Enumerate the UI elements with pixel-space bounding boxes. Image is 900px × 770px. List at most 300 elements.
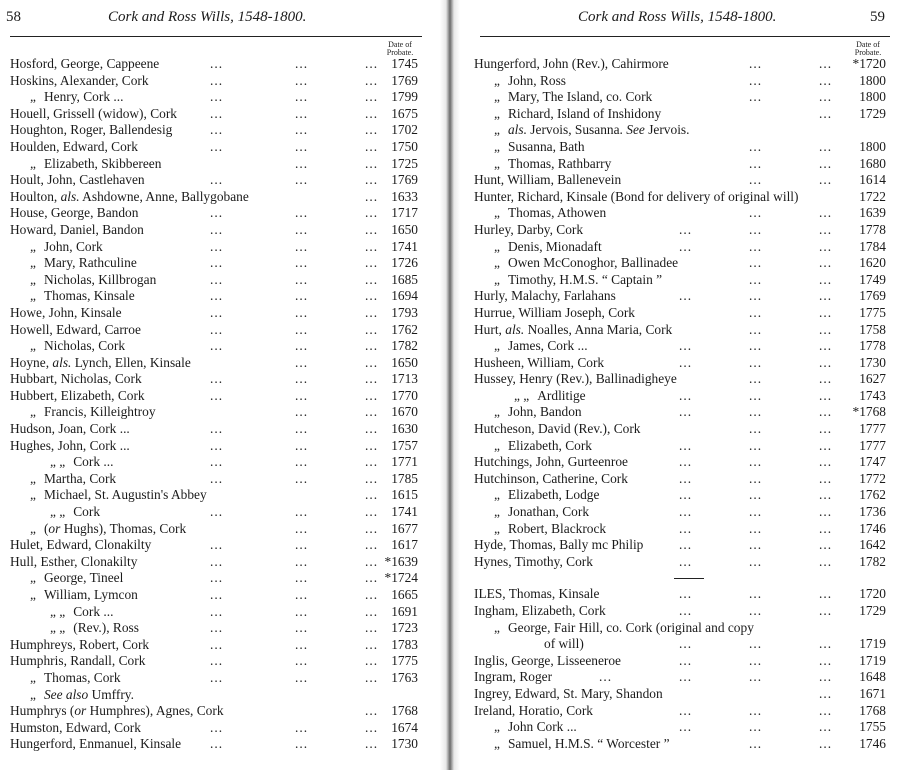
entry-name: Humphrys (or Humphres), Agnes, Cork — [10, 703, 224, 719]
leader-dots: ... — [210, 570, 224, 586]
index-entry — [10, 322, 418, 339]
probate-year: 1620 — [859, 255, 886, 271]
leader-dots: ... — [295, 570, 309, 586]
index-entry — [10, 338, 418, 355]
entry-name: Hoskins, Alexander, Cork — [10, 72, 149, 88]
header-rule-right — [480, 36, 890, 37]
leader-dots: ... — [819, 685, 833, 701]
index-entry — [10, 653, 418, 670]
entry-name: „ Michael, St. Augustin's Abbey — [30, 487, 207, 503]
probate-year: 1702 — [391, 122, 418, 138]
index-entry — [10, 736, 418, 753]
leader-dots: ... — [749, 537, 763, 553]
leader-dots: ... — [365, 404, 379, 420]
column-head-line: Probate. — [386, 48, 414, 57]
entry-name: „ „ Cork ... — [50, 603, 114, 619]
probate-year: 1670 — [391, 404, 418, 420]
probate-year: 1726 — [391, 255, 418, 271]
probate-year: 1615 — [391, 487, 418, 503]
entry-name: Houlton, als. Ashdowne, Anne, Ballygobane — [10, 188, 249, 204]
leader-dots: ... — [819, 155, 833, 171]
probate-year: 1782 — [859, 553, 886, 569]
index-entry — [474, 205, 886, 222]
leader-dots: ... — [295, 669, 309, 685]
leader-dots: ... — [749, 56, 763, 71]
entry-name: „ Thomas, Cork — [30, 669, 121, 685]
leader-dots: ... — [210, 454, 224, 470]
ditto-mark: „ „ — [514, 387, 530, 403]
entry-list-left — [10, 56, 418, 753]
leader-dots: ... — [819, 138, 833, 154]
probate-year: 1717 — [391, 205, 418, 221]
entry-name: Hyde, Thomas, Bally mc Philip — [474, 537, 644, 553]
index-entry — [474, 603, 886, 620]
ditto-mark: „ — [494, 404, 500, 420]
ditto-mark: „ — [494, 619, 500, 635]
leader-dots: ... — [295, 553, 309, 569]
leader-dots: ... — [295, 437, 309, 453]
ditto-mark: „ — [30, 404, 36, 420]
entry-name: „ John Cork ... — [494, 719, 577, 735]
ditto-mark: „ — [494, 155, 500, 171]
entry-name: Hunt, William, Ballenevein — [474, 172, 622, 188]
probate-year: 1768 — [859, 702, 886, 718]
leader-dots: ... — [295, 719, 309, 735]
index-entry — [474, 438, 886, 455]
leader-dots: ... — [295, 221, 309, 237]
leader-dots: ... — [295, 371, 309, 387]
probate-year: 1793 — [391, 304, 418, 320]
entry-name: Hulet, Edward, Clonakilty — [10, 537, 152, 553]
leader-dots: ... — [819, 735, 833, 751]
index-entry — [474, 521, 886, 538]
leader-dots: ... — [679, 288, 693, 304]
leader-dots: ... — [295, 304, 309, 320]
index-entry — [474, 686, 886, 703]
probate-year: 1633 — [391, 188, 418, 204]
index-entry — [474, 239, 886, 256]
entry-name: Howe, John, Kinsale — [10, 304, 122, 320]
index-entry — [474, 355, 886, 372]
leader-dots: ... — [365, 188, 379, 204]
entry-name: „ Thomas, Kinsale — [30, 288, 135, 304]
ditto-mark: „ — [494, 437, 500, 453]
leader-dots: ... — [365, 620, 379, 636]
index-entry — [10, 355, 418, 372]
index-entry — [10, 239, 418, 256]
leader-dots: ... — [749, 487, 763, 503]
ditto-mark: „ — [494, 735, 500, 751]
leader-dots: ... — [210, 321, 224, 337]
column-head-right — [846, 41, 890, 57]
entry-name: Hurrue, William Joseph, Cork — [474, 304, 635, 320]
index-entry — [474, 122, 886, 139]
probate-year: 1746 — [859, 735, 886, 751]
ditto-mark: „ — [494, 89, 500, 105]
entry-name: Hutcheson, David (Rev.), Cork — [474, 421, 641, 437]
leader-dots: ... — [749, 636, 763, 652]
leader-dots: ... — [749, 553, 763, 569]
entry-name: „ „ Cork — [50, 504, 101, 520]
probate-year: 1750 — [391, 138, 418, 154]
leader-dots: ... — [365, 703, 379, 719]
entry-name: „ Jonathan, Cork — [494, 504, 590, 520]
leader-dots: ... — [210, 719, 224, 735]
ditto-mark: „ — [494, 72, 500, 88]
column-head-line: Date of — [856, 40, 880, 49]
probate-year: 1769 — [391, 72, 418, 88]
probate-year: 1713 — [391, 371, 418, 387]
index-entry — [10, 172, 418, 189]
entry-name: Hudson, Joan, Cork ... — [10, 421, 130, 437]
leader-dots: ... — [365, 470, 379, 486]
index-entry — [10, 222, 418, 239]
entry-name: Hungerford, Enmanuel, Kinsale — [10, 736, 182, 752]
probate-year: 1747 — [859, 454, 886, 470]
leader-dots: ... — [365, 122, 379, 138]
leader-dots: ... — [365, 105, 379, 121]
probate-year: 1674 — [391, 719, 418, 735]
probate-year: 1743 — [859, 387, 886, 403]
leader-dots: ... — [749, 155, 763, 171]
leader-dots: ... — [819, 537, 833, 553]
ditto-mark: „ — [30, 487, 36, 503]
leader-dots: ... — [749, 172, 763, 188]
leader-dots: ... — [210, 421, 224, 437]
leader-dots: ... — [365, 719, 379, 735]
probate-year: 1736 — [859, 504, 886, 520]
leader-dots: ... — [679, 520, 693, 536]
probate-year: 1648 — [859, 669, 886, 685]
entry-name: „ Henry, Cork ... — [30, 89, 124, 105]
entry-name: Hubbert, Elizabeth, Cork — [10, 387, 145, 403]
probate-year: *1639 — [384, 553, 418, 569]
leader-dots: ... — [295, 271, 309, 287]
entry-name: „ George, Tineel — [30, 570, 124, 586]
leader-dots: ... — [749, 205, 763, 221]
leader-dots: ... — [295, 321, 309, 337]
ditto-mark: „ — [494, 520, 500, 536]
leader-dots: ... — [210, 537, 224, 553]
leader-dots: ... — [295, 454, 309, 470]
leader-dots: ... — [210, 603, 224, 619]
leader-dots: ... — [365, 437, 379, 453]
ditto-mark: „ „ — [50, 603, 66, 619]
leader-dots: ... — [365, 56, 379, 71]
leader-dots: ... — [365, 172, 379, 188]
leader-dots: ... — [749, 735, 763, 751]
leader-dots: ... — [365, 636, 379, 652]
leader-dots: ... — [679, 702, 693, 718]
leader-dots: ... — [210, 304, 224, 320]
entry-name: Hubbart, Nicholas, Cork — [10, 371, 142, 387]
probate-year: *1724 — [384, 570, 418, 586]
entry-name: „ Thomas, Athowen — [494, 205, 607, 221]
book-gutter — [440, 0, 460, 770]
leader-dots: ... — [210, 56, 224, 71]
leader-dots: ... — [819, 371, 833, 387]
leader-dots: ... — [749, 603, 763, 618]
probate-year: 1720 — [859, 586, 886, 602]
leader-dots: ... — [749, 421, 763, 437]
entry-name: Humston, Edward, Cork — [10, 719, 141, 735]
leader-dots: ... — [210, 653, 224, 669]
leader-dots: ... — [295, 404, 309, 420]
leader-dots: ... — [210, 122, 224, 138]
ditto-mark: „ — [494, 719, 500, 735]
entry-name: „ „ Cork ... — [50, 454, 114, 470]
leader-dots: ... — [365, 553, 379, 569]
right-page — [460, 0, 900, 770]
index-entry — [10, 604, 418, 621]
leader-dots: ... — [295, 72, 309, 88]
index-entry — [10, 421, 418, 438]
ditto-mark: „ — [494, 105, 500, 121]
entry-name: of will) — [544, 636, 584, 652]
page-number-right: 59 — [870, 9, 885, 25]
leader-dots: ... — [819, 669, 833, 685]
leader-dots: ... — [210, 470, 224, 486]
probate-year: 1723 — [391, 620, 418, 636]
leader-dots: ... — [819, 255, 833, 271]
ditto-mark: „ — [30, 587, 36, 602]
leader-dots: ... — [210, 89, 224, 105]
index-entry — [10, 156, 418, 173]
index-entry — [10, 637, 418, 654]
leader-dots: ... — [819, 702, 833, 718]
probate-year: 1725 — [391, 155, 418, 171]
leader-dots: ... — [819, 636, 833, 652]
entry-name: „ Owen McConoghor, Ballinadee — [494, 255, 679, 271]
leader-dots: ... — [599, 669, 613, 685]
leader-dots: ... — [749, 404, 763, 420]
leader-dots: ... — [749, 719, 763, 735]
entry-name: Hutchings, John, Gurteenroe — [474, 454, 628, 470]
index-entry — [10, 404, 418, 421]
leader-dots: ... — [295, 354, 309, 370]
leader-dots: ... — [679, 454, 693, 470]
leader-dots: ... — [365, 387, 379, 403]
ditto-mark: „ — [30, 288, 36, 304]
leader-dots: ... — [679, 669, 693, 685]
index-entry — [10, 371, 418, 388]
entry-name: „ John, Cork — [30, 238, 103, 254]
leader-dots: ... — [679, 603, 693, 618]
leader-dots: ... — [819, 454, 833, 470]
column-head-line: Probate. — [854, 48, 882, 57]
leader-dots: ... — [295, 255, 309, 271]
leader-dots: ... — [210, 636, 224, 652]
probate-year: 1775 — [391, 653, 418, 669]
leader-dots: ... — [295, 205, 309, 221]
running-title-right: Cork and Ross Wills, 1548-1800. — [578, 9, 777, 25]
probate-year: 1782 — [391, 338, 418, 354]
entry-name: Hunter, Richard, Kinsale (Bond for delivery of original will) — [474, 188, 799, 204]
entry-name: Hussey, Henry (Rev.), Ballinadigheye — [474, 371, 677, 387]
probate-year: 1784 — [859, 238, 886, 254]
leader-dots: ... — [749, 586, 763, 602]
entry-name: „ (or Hughs), Thomas, Cork — [30, 520, 187, 536]
leader-dots: ... — [749, 454, 763, 470]
leader-dots: ... — [210, 138, 224, 154]
entry-name: „ Nicholas, Cork — [30, 338, 126, 354]
leader-dots: ... — [210, 553, 224, 569]
leader-dots: ... — [819, 72, 833, 88]
entry-name: „ See also Umffry. — [30, 686, 134, 702]
leader-dots: ... — [295, 736, 309, 752]
leader-dots: ... — [819, 288, 833, 304]
leader-dots: ... — [749, 255, 763, 271]
entry-name: „ William, Lymcon — [30, 587, 138, 602]
probate-year: 1777 — [859, 437, 886, 453]
ditto-mark: „ — [30, 271, 36, 287]
leader-dots: ... — [749, 371, 763, 387]
leader-dots: ... — [749, 238, 763, 254]
entry-name: Hoyne, als. Lynch, Ellen, Kinsale — [10, 354, 191, 370]
leader-dots: ... — [295, 603, 309, 619]
leader-dots: ... — [365, 155, 379, 171]
ditto-mark: „ „ — [50, 620, 66, 636]
leader-dots: ... — [365, 653, 379, 669]
index-entry — [474, 73, 886, 90]
probate-year: 1778 — [859, 221, 886, 237]
entry-name: „ George, Fair Hill, co. Cork (original and copy — [494, 619, 754, 635]
ditto-mark: „ — [494, 487, 500, 503]
ditto-mark: „ — [494, 255, 500, 271]
leader-dots: ... — [295, 636, 309, 652]
probate-year: 1758 — [859, 321, 886, 337]
probate-year: 1749 — [859, 271, 886, 287]
probate-year: 1729 — [859, 105, 886, 121]
leader-dots: ... — [749, 72, 763, 88]
leader-dots: ... — [365, 238, 379, 254]
leader-dots: ... — [210, 371, 224, 387]
ditto-mark: „ — [494, 238, 500, 254]
index-entry — [474, 537, 886, 554]
leader-dots: ... — [210, 105, 224, 121]
leader-dots: ... — [819, 172, 833, 188]
leader-dots: ... — [365, 304, 379, 320]
index-entry — [474, 471, 886, 488]
leader-dots: ... — [679, 437, 693, 453]
leader-dots: ... — [679, 221, 693, 237]
leader-dots: ... — [295, 587, 309, 602]
leader-dots: ... — [365, 255, 379, 271]
leader-dots: ... — [295, 172, 309, 188]
index-entry — [10, 687, 418, 704]
entry-name: ILES, Thomas, Kinsale — [474, 586, 600, 602]
leader-dots: ... — [210, 387, 224, 403]
entry-name: Hughes, John, Cork ... — [10, 437, 130, 453]
leader-dots: ... — [679, 652, 693, 668]
leader-dots: ... — [819, 271, 833, 287]
leader-dots: ... — [295, 653, 309, 669]
leader-dots: ... — [210, 587, 224, 602]
ditto-mark: „ — [30, 669, 36, 685]
probate-year: 1719 — [859, 636, 886, 652]
leader-dots: ... — [679, 238, 693, 254]
index-entry — [474, 222, 886, 239]
entry-name: Hungerford, John (Rev.), Cahirmore — [474, 56, 669, 71]
leader-dots: ... — [365, 669, 379, 685]
entry-name: „ Susanna, Bath — [494, 138, 585, 154]
leader-dots: ... — [749, 89, 763, 105]
probate-year: 1768 — [391, 703, 418, 719]
ditto-mark: „ — [494, 122, 500, 138]
probate-year: 1627 — [859, 371, 886, 387]
probate-year: 1777 — [859, 421, 886, 437]
index-entry — [474, 388, 886, 405]
entry-name: „ Mary, The Island, co. Cork — [494, 89, 653, 105]
probate-year: 1639 — [859, 205, 886, 221]
leader-dots: ... — [819, 238, 833, 254]
index-entry — [10, 537, 418, 554]
entry-name: Hynes, Timothy, Cork — [474, 553, 593, 569]
probate-year: 1772 — [859, 470, 886, 486]
probate-year: 1778 — [859, 338, 886, 354]
index-entry — [474, 421, 886, 438]
probate-year: 1762 — [859, 487, 886, 503]
leader-dots: ... — [295, 520, 309, 536]
index-entry — [10, 272, 418, 289]
leader-dots: ... — [365, 421, 379, 437]
leader-dots: ... — [679, 470, 693, 486]
entry-name: „ John, Ross — [494, 72, 566, 88]
probate-year: 1671 — [859, 685, 886, 701]
probate-year: 1730 — [391, 736, 418, 752]
entry-name: „ James, Cork ... — [494, 338, 588, 354]
entry-name: „ Francis, Killeightroy — [30, 404, 156, 420]
index-entry — [10, 487, 418, 504]
leader-dots: ... — [295, 470, 309, 486]
entry-name: Ingrey, Edward, St. Mary, Shandon — [474, 685, 663, 701]
index-entry — [10, 471, 418, 488]
probate-year: 1745 — [391, 56, 418, 71]
leader-dots: ... — [365, 288, 379, 304]
probate-year: 1763 — [391, 669, 418, 685]
probate-year: 1730 — [859, 354, 886, 370]
leader-dots: ... — [210, 338, 224, 354]
leader-dots: ... — [365, 138, 379, 154]
entry-name: „ „ Ardlitige — [514, 387, 586, 403]
entry-list-right — [474, 56, 886, 752]
leader-dots: ... — [365, 603, 379, 619]
leader-dots: ... — [749, 354, 763, 370]
leader-dots: ... — [210, 271, 224, 287]
ditto-mark: „ — [494, 271, 500, 287]
leader-dots: ... — [365, 371, 379, 387]
leader-dots: ... — [365, 205, 379, 221]
probate-year: 1630 — [391, 421, 418, 437]
left-page-header — [6, 9, 426, 31]
leader-dots: ... — [365, 89, 379, 105]
entry-name: „ Nicholas, Killbrogan — [30, 271, 157, 287]
leader-dots: ... — [819, 387, 833, 403]
entry-name: „ Elizabeth, Skibbereen — [30, 155, 162, 171]
probate-year: 1770 — [391, 387, 418, 403]
probate-year: 1675 — [391, 105, 418, 121]
index-entry — [474, 189, 886, 206]
leader-dots: ... — [819, 56, 833, 71]
leader-dots: ... — [365, 520, 379, 536]
entry-name: „ Thomas, Rathbarry — [494, 155, 612, 171]
index-entry — [10, 305, 418, 322]
index-entry — [474, 736, 886, 753]
index-entry — [10, 587, 418, 604]
leader-dots: ... — [365, 354, 379, 370]
probate-year: 1800 — [859, 138, 886, 154]
index-entry — [10, 89, 418, 106]
